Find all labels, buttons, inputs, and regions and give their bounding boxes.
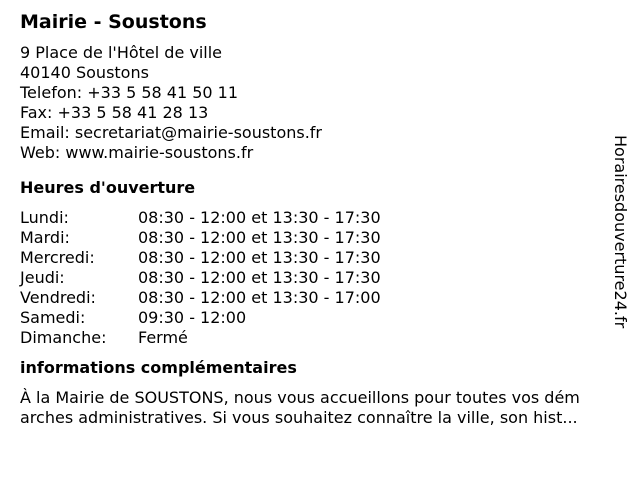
- address-line-2: 40140 Soustons: [20, 63, 149, 82]
- day-label: Dimanche:: [20, 328, 107, 347]
- info-line-2: arches administratives. Si vous souhaitez connaître la ville, son hist...: [20, 408, 578, 427]
- hours-row-monday: [20, 208, 608, 228]
- site-watermark: Horairesdouverture24.fr: [611, 135, 630, 329]
- hours-row-sunday: [20, 328, 608, 348]
- phone-line: Telefon: +33 5 58 41 50 11: [20, 83, 239, 102]
- day-label: Lundi:: [20, 208, 69, 227]
- time-value: 08:30 - 12:00 et 13:30 - 17:30: [138, 228, 381, 247]
- day-label: Samedi:: [20, 308, 86, 327]
- day-label: Jeudi:: [20, 268, 65, 287]
- address-line-1: 9 Place de l'Hôtel de ville: [20, 43, 223, 62]
- day-label: Mardi:: [20, 228, 70, 247]
- hours-heading: Heures d'ouverture: [20, 178, 196, 197]
- hours-row-friday: [20, 288, 608, 308]
- time-value: 08:30 - 12:00 et 13:30 - 17:00: [138, 288, 381, 307]
- day-label: Vendredi:: [20, 288, 96, 307]
- place-title: Mairie - Soustons: [20, 11, 207, 33]
- hours-row-thursday: [20, 268, 608, 288]
- info-text: [20, 388, 630, 428]
- hours-row-saturday: [20, 308, 608, 328]
- web-line: Web: www.mairie-soustons.fr: [20, 143, 254, 162]
- hours-row-tuesday: [20, 228, 608, 248]
- fax-line: Fax: +33 5 58 41 28 13: [20, 103, 209, 122]
- time-value: 08:30 - 12:00 et 13:30 - 17:30: [138, 248, 381, 267]
- email-line: Email: secretariat@mairie-soustons.fr: [20, 123, 323, 142]
- hours-row-wednesday: [20, 248, 608, 268]
- info-heading: informations complémentaires: [20, 358, 297, 377]
- content: [20, 10, 608, 428]
- time-value: Fermé: [138, 328, 188, 347]
- hours-table: [20, 208, 608, 348]
- day-label: Mercredi:: [20, 248, 95, 267]
- time-value: 09:30 - 12:00: [138, 308, 247, 327]
- time-value: 08:30 - 12:00 et 13:30 - 17:30: [138, 268, 381, 287]
- time-value: 08:30 - 12:00 et 13:30 - 17:30: [138, 208, 381, 227]
- contact-block: [20, 43, 608, 163]
- info-line-1: À la Mairie de SOUSTONS, nous vous accueillons pour toutes vos dém: [20, 388, 580, 407]
